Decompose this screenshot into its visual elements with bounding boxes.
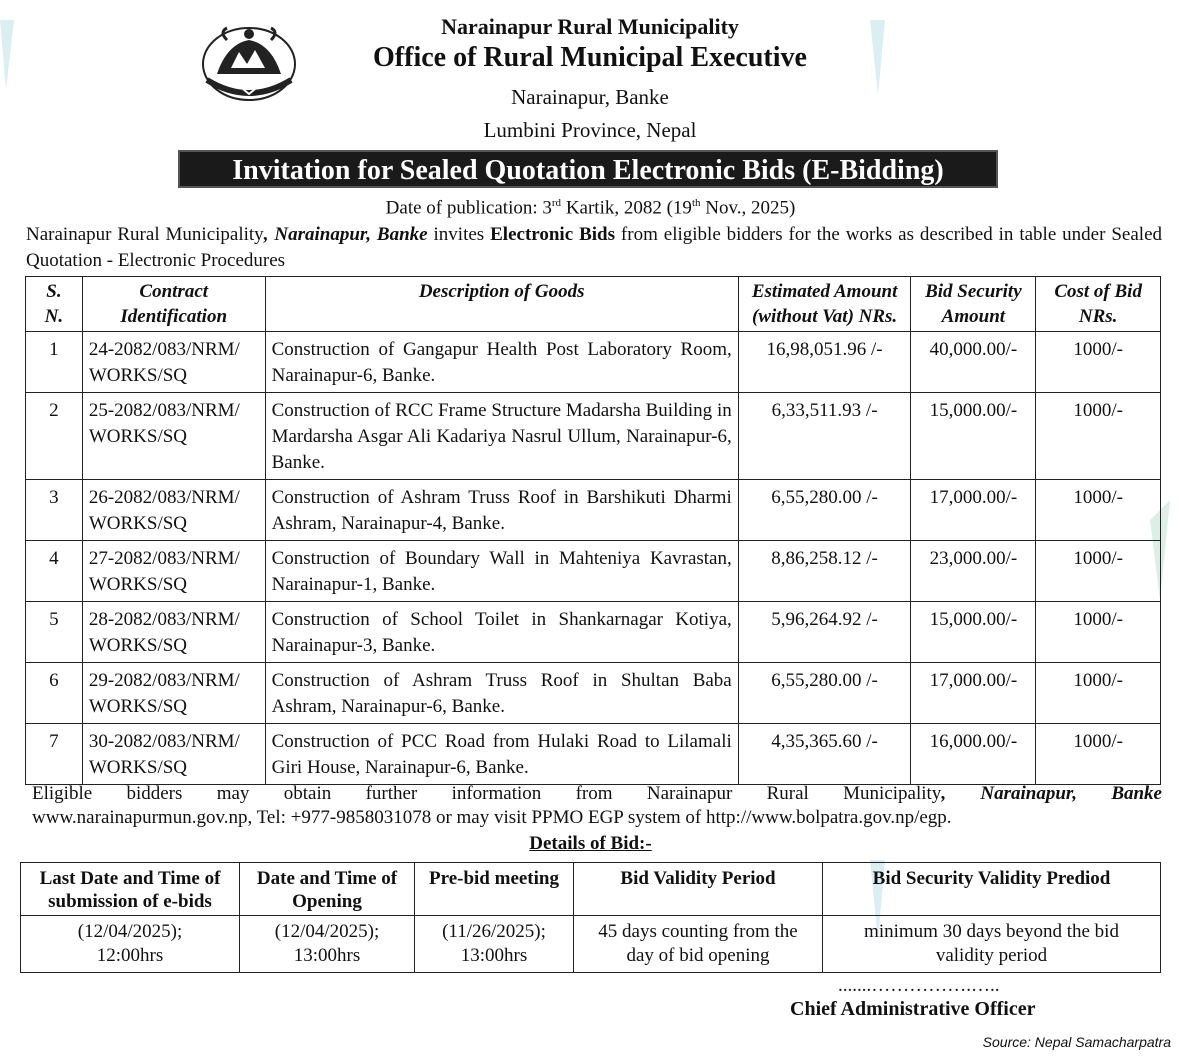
cell-sn: 2 bbox=[26, 393, 83, 480]
cell-contract-id: 27-2082/083/NRM/ WORKS/SQ bbox=[82, 541, 265, 602]
cell-description: Construction of RCC Frame Structure Madarsha Building in Mardarsha Asgar Ali Kadariya Nasrul Ullum, Narainapur-6, Banke. bbox=[265, 393, 738, 480]
cell-cost-of-bid: 1000/- bbox=[1036, 332, 1161, 393]
info-paragraph bbox=[32, 782, 1162, 830]
table-row bbox=[26, 541, 1161, 602]
cell-estimated-amount: 4,35,365.60 /- bbox=[738, 724, 911, 785]
col-estimated-amount: Estimated Amount (without Vat) NRs. bbox=[738, 277, 911, 332]
cell-contract-id: 28-2082/083/NRM/ WORKS/SQ bbox=[82, 602, 265, 663]
col-bid-validity: Bid Validity Period bbox=[574, 863, 823, 916]
cell-contract-id: 24-2082/083/NRM/ WORKS/SQ bbox=[82, 332, 265, 393]
table-row bbox=[26, 663, 1161, 724]
nepal-emblem-icon bbox=[197, 24, 301, 108]
col-cost-of-bid: Cost of Bid NRs. bbox=[1036, 277, 1161, 332]
cell-description: Construction of Gangapur Health Post Laboratory Room, Narainapur-6, Banke. bbox=[265, 332, 738, 393]
cell-bid-security: 17,000.00/- bbox=[911, 663, 1036, 724]
cell-contract-id: 29-2082/083/NRM/ WORKS/SQ bbox=[82, 663, 265, 724]
cell-description: Construction of School Toilet in Shankarnagar Kotiya, Narainapur-3, Banke. bbox=[265, 602, 738, 663]
cell-description: Construction of PCC Road from Hulaki Road to Lilamali Giri House, Narainapur-6, Banke. bbox=[265, 724, 738, 785]
cell-cost-of-bid: 1000/- bbox=[1036, 480, 1161, 541]
signer-title: Chief Administrative Officer bbox=[790, 998, 1036, 1020]
cell-contract-id: 26-2082/083/NRM/ WORKS/SQ bbox=[82, 480, 265, 541]
office-name: Office of Rural Municipal Executive bbox=[373, 42, 807, 73]
cell-sn: 5 bbox=[26, 602, 83, 663]
col-security-validity: Bid Security Validity Prediod bbox=[823, 863, 1161, 916]
cell-estimated-amount: 6,55,280.00 /- bbox=[738, 480, 911, 541]
col-last-date: Last Date and Time of submission of e-bids bbox=[21, 863, 240, 916]
cell-description: Construction of Ashram Truss Roof in Barshikuti Dharmi Ashram, Narainapur-4, Banke. bbox=[265, 480, 738, 541]
cell-estimated-amount: 8,86,258.12 /- bbox=[738, 541, 911, 602]
address-line-2: Lumbini Province, Nepal bbox=[483, 118, 697, 142]
cell-contract-id: 25-2082/083/NRM/ WORKS/SQ bbox=[82, 393, 265, 480]
details-heading: Details of Bid:- bbox=[529, 833, 652, 854]
cell-cost-of-bid: 1000/- bbox=[1036, 602, 1161, 663]
cell-prebid-meeting: (11/26/2025); 13:00hrs bbox=[415, 916, 574, 973]
col-sn: S. N. bbox=[26, 277, 83, 332]
cell-bid-security: 40,000.00/- bbox=[911, 332, 1036, 393]
cell-cost-of-bid: 1000/- bbox=[1036, 724, 1161, 785]
cell-bid-security: 23,000.00/- bbox=[911, 541, 1036, 602]
info-line-1: Eligible bidders may obtain further information from Narainapur Rural Municipality, Narainapur, Banke bbox=[32, 783, 1162, 804]
info-line-2: www.narainapurmun.gov.np, Tel: +977-9858031078 or may visit PPMO EGP system of http://www.bolpatra.gov.np/egp. bbox=[32, 807, 952, 828]
cell-description: Construction of Boundary Wall in Mahteniya Kavrastan, Narainapur-1, Banke. bbox=[265, 541, 738, 602]
cell-estimated-amount: 6,33,511.93 /- bbox=[738, 393, 911, 480]
col-opening-date: Date and Time of Opening bbox=[240, 863, 415, 916]
col-description: Description of Goods bbox=[265, 277, 738, 332]
publication-date: Date of publication: 3rd Kartik, 2082 (19th Nov., 2025) bbox=[385, 197, 796, 219]
cell-estimated-amount: 6,55,280.00 /- bbox=[738, 663, 911, 724]
cell-bid-validity: 45 days counting from the day of bid opening bbox=[574, 916, 823, 973]
cell-sn: 1 bbox=[26, 332, 83, 393]
table-row bbox=[26, 480, 1161, 541]
works-table bbox=[25, 276, 1161, 785]
cell-opening-date: (12/04/2025); 13:00hrs bbox=[240, 916, 415, 973]
details-value-row bbox=[21, 916, 1161, 973]
details-header-row bbox=[21, 863, 1161, 916]
website-link[interactable]: www.narainapurmun.gov.np bbox=[32, 807, 248, 828]
cell-last-date: (12/04/2025); 12:00hrs bbox=[21, 916, 240, 973]
notice-title-banner: Invitation for Sealed Quotation Electronic Bids (E-Bidding) bbox=[178, 150, 998, 188]
signature-line: .......…………….….. bbox=[838, 975, 1000, 996]
cell-description: Construction of Ashram Truss Roof in Shultan Baba Ashram, Narainapur-6, Banke. bbox=[265, 663, 738, 724]
cell-bid-security: 16,000.00/- bbox=[911, 724, 1036, 785]
col-prebid-meeting: Pre-bid meeting bbox=[415, 863, 574, 916]
table-header-row bbox=[26, 277, 1161, 332]
cell-bid-security: 17,000.00/- bbox=[911, 480, 1036, 541]
cell-bid-security: 15,000.00/- bbox=[911, 393, 1036, 480]
col-contract-id: Contract Identification bbox=[82, 277, 265, 332]
bid-details-table bbox=[20, 862, 1161, 973]
cell-security-validity: minimum 30 days beyond the bid validity period bbox=[823, 916, 1161, 973]
table-row bbox=[26, 724, 1161, 785]
cell-contract-id: 30-2082/083/NRM/ WORKS/SQ bbox=[82, 724, 265, 785]
cell-cost-of-bid: 1000/- bbox=[1036, 541, 1161, 602]
source-credit: Source: Nepal Samacharpatra bbox=[982, 1034, 1171, 1050]
cell-sn: 7 bbox=[26, 724, 83, 785]
cell-estimated-amount: 16,98,051.96 /- bbox=[738, 332, 911, 393]
org-name: Narainapur Rural Municipality bbox=[441, 14, 739, 39]
cell-sn: 4 bbox=[26, 541, 83, 602]
cell-sn: 6 bbox=[26, 663, 83, 724]
col-bid-security: Bid Security Amount bbox=[911, 277, 1036, 332]
table-row bbox=[26, 332, 1161, 393]
intro-paragraph: Narainapur Rural Municipality, Narainapur, Banke invites Electronic Bids from eligible bidders for the works as described in table under Sealed Quotation - Electronic Procedures bbox=[26, 224, 1163, 271]
cell-cost-of-bid: 1000/- bbox=[1036, 393, 1161, 480]
table-row bbox=[26, 602, 1161, 663]
cell-bid-security: 15,000.00/- bbox=[911, 602, 1036, 663]
cell-estimated-amount: 5,96,264.92 /- bbox=[738, 602, 911, 663]
cell-sn: 3 bbox=[26, 480, 83, 541]
table-row bbox=[26, 393, 1161, 480]
address-line-1: Narainapur, Banke bbox=[511, 85, 669, 109]
cell-cost-of-bid: 1000/- bbox=[1036, 663, 1161, 724]
